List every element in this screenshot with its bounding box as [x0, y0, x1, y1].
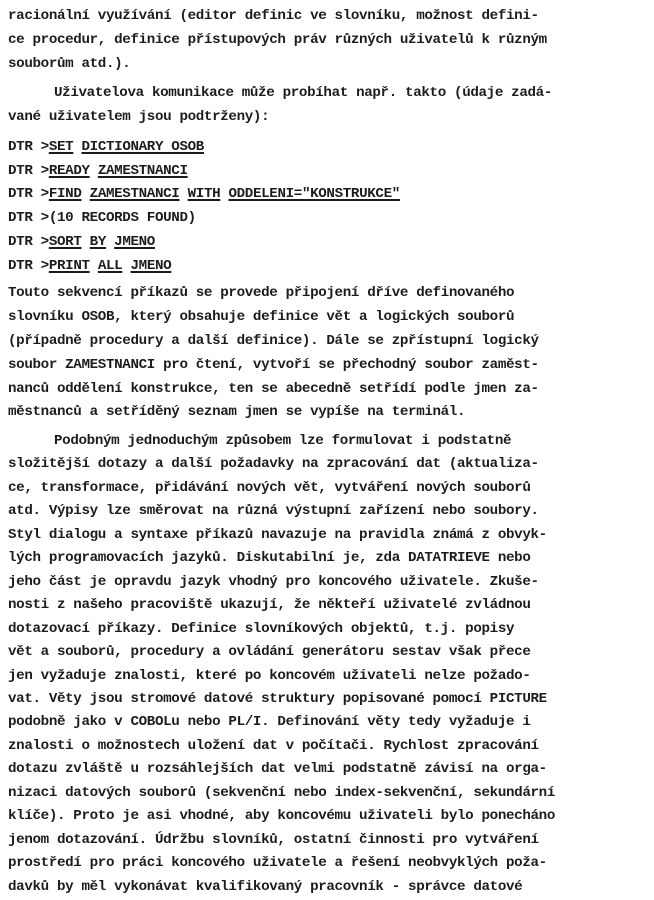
- text-line: jeho část je opravdu jazyk vhodný pro koncového uživatele. Zkuše-: [8, 574, 539, 590]
- dtr-prompt: DTR >: [8, 186, 49, 202]
- dtr-command-line: [8, 232, 155, 252]
- system-text: (10 RECORDS FOUND): [48, 210, 196, 226]
- system-text: [90, 163, 98, 179]
- text-line: atd. Výpisy lze směrovat na různá výstupní zařízení nebo soubory.: [8, 503, 539, 519]
- text-line: (případně procedury a další definice). Dále se zpřístupní logický: [8, 333, 539, 349]
- dtr-prompt: DTR >: [8, 258, 49, 274]
- text-line: dotazu zvláště u rozsáhlejších dat velmi podstatně závisí na orga-: [8, 761, 547, 777]
- text-line: klíče). Proto je asi vhodné, aby koncovému uživateli bylo ponecháno: [8, 808, 555, 824]
- text-line: nanců oddělení konstrukce, ten se abecedně setřídí podle jmen za-: [8, 381, 539, 397]
- dtr-command-line: [8, 184, 400, 204]
- text-line: davků by měl vykonávat kvalifikovaný pracovník - správce datové: [8, 879, 523, 895]
- text-line: složitější dotazy a další požadavky na zpracování dat (aktualiza-: [8, 456, 539, 472]
- text-line: ce procedur, definice přístupových práv různých uživatelů k různým: [8, 32, 547, 48]
- text-line: jenom dotazování. Údržbu slovníků, ostatní činnosti pro vytváření: [8, 832, 539, 848]
- user-input-text: ODDELENI="KONSTRUKCE": [228, 186, 400, 202]
- text-line: ce, transformace, přidávání nových vět, vytváření nových souborů: [8, 480, 531, 496]
- text-line: nizaci datových souborů (sekvenční nebo index-sekvenční, sekundární: [8, 785, 555, 801]
- text-line: vět a souborů, procedury a ovládání generátoru sestav však přece: [8, 644, 531, 660]
- text-line: vat. Věty jsou stromové datové struktury popisované pomocí PICTURE: [8, 691, 547, 707]
- text-line: městnanců a setříděný seznam jmen se vypíše na terminál.: [8, 404, 466, 420]
- user-input-text: ALL: [97, 258, 123, 274]
- text-line: prostředí pro práci koncového uživatele a řešení neobvyklých poža-: [8, 855, 547, 871]
- user-input-text: ZAMESTNANCI: [97, 163, 188, 179]
- text-line: Styl dialogu a syntaxe příkazů navazuje na pravidla známá z obvyk-: [8, 527, 547, 543]
- text-line: jen vyžaduje znalosti, které po koncovém uživateli nelze požado-: [8, 668, 531, 684]
- dtr-command-line: [8, 161, 188, 181]
- text-line: slovníku OSOB, který obsahuje definice vět a logických souborů: [8, 309, 515, 325]
- text-line: znalosti o možnostech uložení dat v počítači. Rychlost zpracování: [8, 738, 539, 754]
- dtr-prompt: DTR >: [8, 139, 49, 155]
- text-line: podobně jako v COBOLu nebo PL/I. Definování věty tedy vyžaduje i: [8, 714, 531, 730]
- user-input-text: SET: [48, 139, 74, 155]
- text-line: Podobným jednoduchým způsobem lze formulovat i podstatně: [54, 433, 512, 449]
- system-text: [106, 234, 114, 250]
- user-input-text: WITH: [187, 186, 221, 202]
- dtr-prompt: DTR >: [8, 210, 49, 226]
- text-line: racionální využívání (editor definic ve slovníku, možnost defini-: [8, 8, 539, 24]
- text-line: souborům atd.).: [8, 56, 131, 72]
- user-input-text: ZAMESTNANCI: [89, 186, 180, 202]
- user-input-text: BY: [89, 234, 106, 250]
- text-line: Touto sekvencí příkazů se provede připojení dříve definovaného: [8, 285, 515, 301]
- text-line: nosti z našeho pracoviště ukazují, že někteří uživatelé zvládnou: [8, 597, 531, 613]
- text-line: dotazovací příkazy. Definice slovníkových objektů, t.j. popisy: [8, 621, 515, 637]
- user-input-text: JMENO: [130, 258, 172, 274]
- dtr-command-line: [8, 256, 171, 276]
- system-text: [179, 186, 187, 202]
- user-input-text: READY: [48, 163, 90, 179]
- text-line: lých programovacích jazyků. Diskutabilní je, zda DATATRIEVE nebo: [8, 550, 531, 566]
- system-text: [81, 234, 89, 250]
- user-input-text: PRINT: [48, 258, 90, 274]
- dtr-prompt: DTR >: [8, 234, 49, 250]
- system-text: [122, 258, 130, 274]
- dtr-command-line: [8, 137, 204, 157]
- system-text: [81, 186, 89, 202]
- dtr-command-line: [8, 208, 196, 228]
- text-line: soubor ZAMESTNANCI pro čtení, vytvoří se přechodný soubor zaměst-: [8, 357, 539, 373]
- user-input-text: SORT: [48, 234, 82, 250]
- system-text: [90, 258, 98, 274]
- user-input-text: DICTIONARY OSOB: [81, 139, 204, 155]
- system-text: [73, 139, 81, 155]
- dtr-prompt: DTR >: [8, 163, 49, 179]
- user-input-text: FIND: [48, 186, 82, 202]
- text-line: Uživatelova komunikace může probíhat např. takto (údaje zadá-: [54, 85, 552, 101]
- user-input-text: JMENO: [114, 234, 155, 250]
- text-line: vané uživatelem jsou podtrženy):: [8, 109, 270, 125]
